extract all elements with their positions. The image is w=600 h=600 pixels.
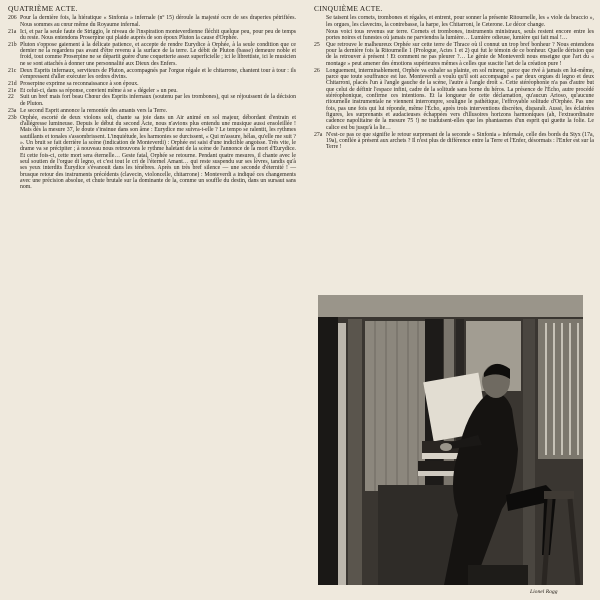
photo-caption: Lionel Rogg: [530, 589, 558, 595]
paragraph: [8, 81, 296, 87]
paragraph: [8, 108, 296, 114]
paragraph-text: Longuement, interminablement, Orphée va exhaler sa plainte, en sol mineur, parce que rivé à jamais en lui-même, parce que toute souffrance est lue. Monteverdi a voulu qu'il soit accompagné « par deux orgues di legno et deux Chitarroni, placés l'un à l'angle gauche de la scène, l'autre à l'angle droit ». Cette stéréophonie n'a pas d'autre but que celui de définir l'espace infini, cadre de la solitude sans borne du héros. La présence de l'Écho, autre procédé stéréophonique, confirme ces intentions. Et la longueur de cette déclamation, qu'aucun Arioso, qu'aucune ritournelle instrumentale ne viennent interrompre, souligne le pathétique, l'effroyable solitude d'Orphée. Pas une fois, pas une fois qui lui réponde, même l'Écho, après trois interventions discrètes, disparaît. Aussi, les éclairées figures, les surprenants et audacieuses échappées vers d'illusoires horizons harmoniques (ah, l'extraordinaire cadence napolitaine de la mesure 75 !) ne traduisent-elles que les phantasmes d'un esprit qui guette la folie. Le calice est bu jusqu'à la lie…: [326, 67, 594, 131]
left-column: [8, 6, 296, 191]
paragraph-text: Le second Esprit annonce la remontée des amants vers la Terre.: [20, 107, 168, 114]
left-paragraphs: [8, 15, 296, 190]
paragraph-text: N'est-ce pas ce que signifie le retour surprenant de la seconde « Sinfonia » infernale, celle des bords du Styx (17a, 19a), conflée à présent aux archets ? Il n'est plus de différence entre la Terre et l'Enfer, désormais : l'Enfer est sur la Terre !: [326, 131, 594, 151]
paragraph-number: [314, 29, 326, 42]
paragraph-text: Suit un bref mais fort beau Chœur des Esprits infernaux (soutenu par les trombones), qui se réjouissent de la décision de Pluton.: [20, 94, 296, 107]
paragraph-text: Se taisent les cornets, trombones et régales, et entrent, pour sonner la présente Ritournelle, les « viole da braccio », les orgues, les clavecins, la contrebasse, la harpe, les Chitarroni, le Ceterone. Le décor change.: [326, 15, 594, 28]
paragraph-number: 25: [314, 41, 320, 48]
paragraph: [314, 132, 594, 151]
paragraph-number: 21b: [8, 41, 17, 48]
paragraph-text: Deux Esprits infernaux, serviteurs de Pluton, accompagnés par l'orgue régale et le chitarrone, chantent tour à tour : ils s'empressent d'aller exécuter les ordres divins.: [20, 67, 296, 80]
paragraph-text: Pour la dernière fois, la hiératique « Sinfonia » infernale (nº 15) déroule la majesté ocre de ses draperies pétrifiées. Nous sommes au cœur même du Royaume infernal.: [20, 15, 296, 28]
paragraph: [8, 115, 296, 191]
paragraph-text: Et celui-ci, dans sa réponse, convient même à se « dégeler » un peu.: [20, 87, 178, 94]
paragraph-number: 206: [8, 15, 17, 22]
paragraph: [314, 15, 594, 28]
paragraph-text: Orphée, escorté de deux violons soli, chante sa joie dans un Air animé en sol majeur, débordant d'entrain et d'allégresse lumineuse. Depuis le début du second Acte, nous n'avions plus entendu une musique aussi ensoleillée ! Mais dès la mesure 37, le doute s'insinue dans son âme : Eurydice me suivra-t-elle ? Le tempo se ralentit, les rythmes sautillants et tonales s'assombrissent. L'inquiétude, les harmonies se durcissent, « Qui m'assure, hélas, qu'elle me suit ? ». Un bruit se fait derrière la scène (indication de Monteverdi) : Orphée est saisi d'une indicible angoisse. Très vite, le drame va se précipiter ; à nouveau nous retrouvons le rythme haletant de la scène de l'annonce de la mort d'Eurydice. Et cette fois-ci, cette mort sera éternelle… Geste fatal, Orphée se retourne. Pendant quatre mesures, il chante avec le seul soutien de l'orgue di legno, et c'est tout le cri de l'éternel Amant… qui reste suspendu sur ses lèvres, tandis qu'à ses yeux interdits Eurydice s'évanouit dans les ténèbres. Après un très bref silence — une seconde d'éternité ! — brusque retour des instruments précédents (clavecin, violoncelle, chitarrone) : Monteverdi a indiqué ces changements avec une précision absolue, et chute brutale sur la dominante de la, comme un souffle du destin, dans un sursaut sans nom.: [20, 114, 296, 191]
right-paragraphs: [314, 15, 594, 150]
paragraph: [314, 29, 594, 42]
paragraph-number: 22: [8, 94, 14, 101]
paragraph: [314, 42, 594, 67]
organist-illustration: [318, 295, 583, 585]
paragraph-number: 21d: [8, 80, 17, 87]
paragraph-number: 27a: [314, 131, 323, 138]
paragraph-number: [314, 15, 326, 28]
paragraph-text: Ici, et par la seule faute de Striggio, le niveau de l'inspiration monteverdienne fléchit quelque peu, pour peu de temps du reste. Nous entendons Proserpine qui plaide auprès de son époux Pluton la cause d'Orphée.: [20, 28, 296, 41]
paragraph: [8, 68, 296, 81]
paragraph-number: 26: [314, 67, 320, 74]
organist-photo: [318, 295, 583, 585]
paragraph-number: 23b: [8, 114, 17, 121]
paragraph: [314, 68, 594, 131]
paragraph-number: 21c: [8, 67, 17, 74]
right-column: [314, 6, 594, 151]
paragraph: [8, 94, 296, 107]
paragraph: [8, 42, 296, 67]
paragraph: [8, 15, 296, 28]
paragraph-text: Nous voici tous revenus sur terre. Cornets et trombones, instruments ministraux, seuls restent encore entre les portes noires et funestes où jamais ne parviendra la lumière… Lumière odieuse, lumière qui fait mal !…: [326, 28, 594, 41]
paragraph-number: 23a: [8, 107, 17, 114]
paragraph-text: Que retrouve le malheureux Orphée sur cette terre de Thrace où il connut un trop bref bonheur ? Nous entendons pour la dernière fois la Ritournelle 1 (Prologue, Actes 1 et 2) qui fut le témoin de ce bonheur. Quelle dérision que de la retrouver à présent ! Et comment ne pas pleurer ?… Le génie de Monteverdi nous enseigne que l'art du « montage » peut amener des émotions supérieures mêmes à celles que suscite l'art de la création pure !: [326, 41, 594, 67]
paragraph-text: Pluton s'oppose gaiement à la délicate patience, et accepte de rendre Eurydice à Orphée, à la seule condition que ce dernier ne la regardera pas avant d'être revenu à la surface de la terre. Le débit de Pluton (basse) demeure noble et froid, tout comme Proserpine ne se départit guère d'une coquetterie assez superficielle ; ici le librettiste, ici le musicien ne se sont attachés à donner une personnalité aux Dieux des Enfers.: [20, 41, 296, 67]
paragraph-number: 21e: [8, 87, 17, 94]
act-five-heading: CINQUIÈME ACTE.: [314, 4, 383, 13]
act-four-heading: QUATRIÈME ACTE.: [8, 4, 78, 13]
paragraph-text: Proserpine exprime sa reconnaissance à son époux.: [20, 80, 139, 87]
paragraph: [8, 29, 296, 42]
paragraph-number: 21a: [8, 28, 17, 35]
